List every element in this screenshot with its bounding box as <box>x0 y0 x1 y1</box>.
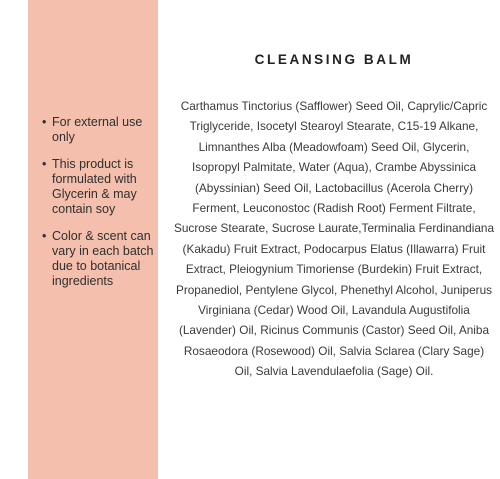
usage-notes-list <box>42 115 154 301</box>
product-title: CLEANSING BALM <box>254 52 414 67</box>
note-glycerin-soy: • This product is formulated with Glycerin & may contain soy <box>42 157 154 217</box>
sidebar-panel <box>28 0 158 479</box>
note-color-scent: • Color & scent can vary in each batch due to botanical ingredients <box>42 229 154 289</box>
ingredients-list: Carthamus Tinctorius (Safflower) Seed Oil, Caprylic/Capric Triglyceride, Isocetyl Stearoyl Stearate, C15-19 Alkane, Limnanthes Alba (Meadowfoam) Seed Oil, Glycerin, Isopropyl Palmitate, Water (Aqua), Crambe Abyssinica (Abyssinian) Seed Oil, Lactobacillus (Acerola Cherry) Ferment, Leuconostoc (Radish Root) Ferment Filtrate, Sucrose Stearate, Sucrose Laurate,Terminalia Ferdinandiana (Kakadu) Fruit Extract, Podocarpus Elatus (Illawarra) Fruit Extract, Pleiogynium Timoriense (Burdekin) Fruit Extract, Propanediol, Pentylene Glycol, Phenethyl Alcohol, Juniperus Virginiana (Cedar) Wood Oil, Lavandula Augustifolia (Lavender) Oil, Ricinus Communis (Castor) Seed Oil, Aniba Rosaeodora (Rosewood) Oil, Salvia Sclarea (Clary Sage) Oil, Salvia Lavendulaefolia (Sage) Oil. <box>174 99 495 379</box>
note-external-use: • For external use only <box>42 115 154 145</box>
